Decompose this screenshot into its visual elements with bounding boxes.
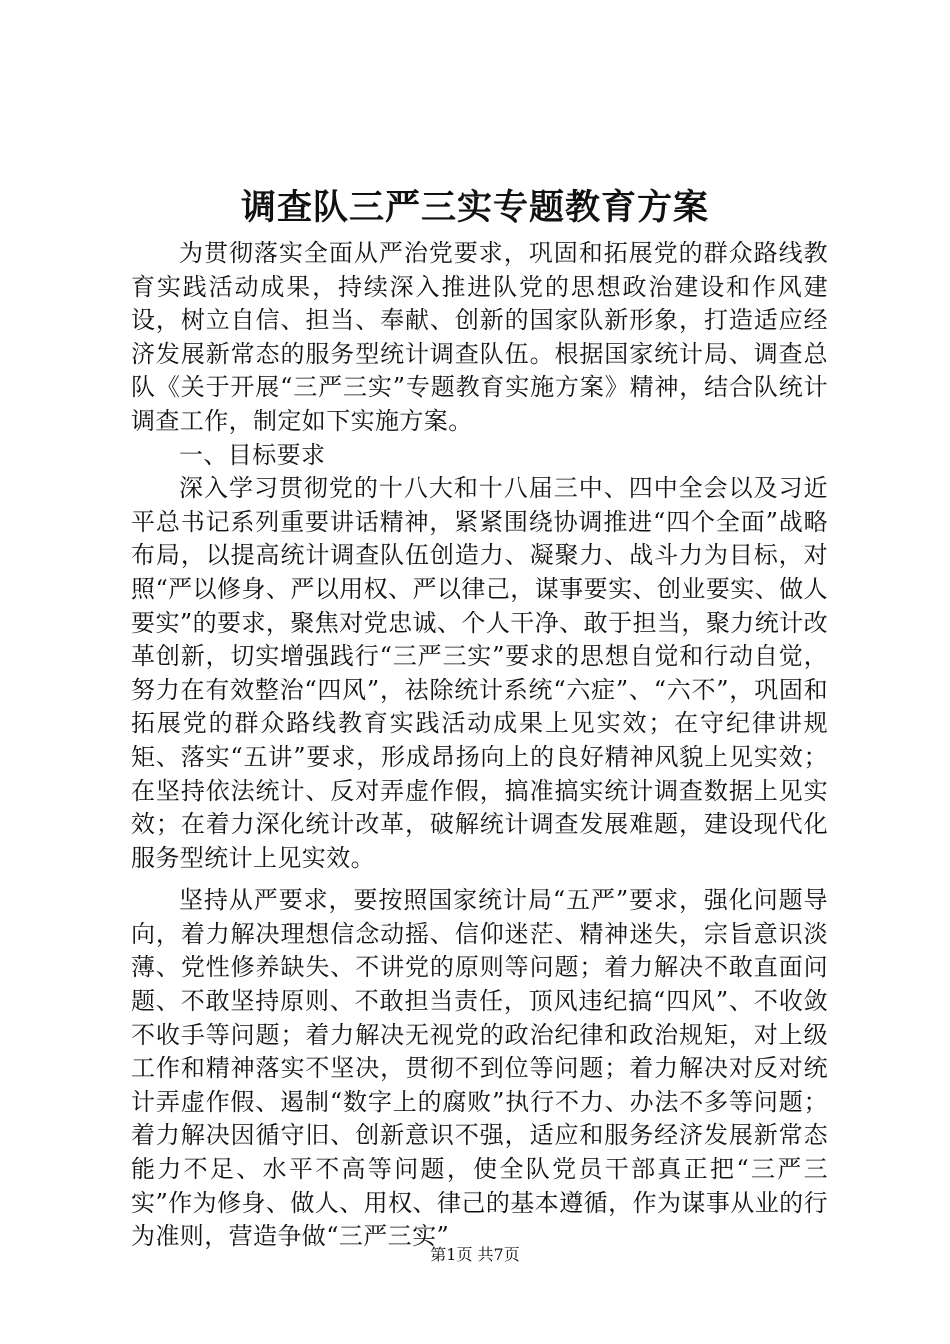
- goals-paragraph: 深入学习贯彻党的十八大和十八届三中、四中全会以及习近平总书记系列重要讲话精神，紧紧围绕协调推进“四个全面”战略布局，以提高统计调查队伍创造力、凝聚力、战斗力为目标，对照“严以修身、严以用权、严以律己，谋事要实、创业要实、做人要实”的要求，聚焦对党忠诚、个人干净、敢于担当，聚力统计改革创新，切实增强践行“三严三实”要求的思想自觉和行动自觉，努力在有效整治“四风”，祛除统计系统“六症”、“六不”，巩固和拓展党的群众路线教育实践活动成果上见实效；在守纪律讲规矩、落实“五讲”要求，形成昂扬向上的良好精神风貌上见实效；在坚持依法统计、反对弄虚作假，搞准搞实统计调查数据上见实效；在着力深化统计改革，破解统计调查发展难题，建设现代化服务型统计上见实效。: [131, 474, 828, 872]
- page-footer: 第1页 共7页: [430, 1245, 520, 1264]
- document-body: [131, 237, 828, 1254]
- intro-paragraph: 为贯彻落实全面从严治党要求，巩固和拓展党的群众路线教育实践活动成果，持续深入推进队党的思想政治建设和作风建设，树立自信、担当、奉献、创新的国家队新形象，打造适应经济发展新常态的服务型统计调查队伍。根据国家统计局、调查总队《关于开展“三严三实”专题教育实施方案》精神，结合队统计调查工作，制定如下实施方案。: [131, 239, 828, 435]
- strict-requirements-paragraph: 坚持从严要求，要按照国家统计局“五严”要求，强化问题导向，着力解决理想信念动摇、信仰迷茫、精神迷失，宗旨意识淡薄、党性修养缺失、不讲党的原则等问题；着力解决不敢直面问题、不敢坚持原则、不敢担当责任，顶风违纪搞“四风”、不收敛不收手等问题；着力解决无视党的政治纪律和政治规矩，对上级工作和精神落实不坚决，贯彻不到位等问题；着力解决对反对统计弄虚作假、遏制“数字上的腐败”执行不力、办法不多等问题；着力解决因循守旧、创新意识不强，适应和服务经济发展新常态能力不足、水平不高等问题，使全队党员干部真正把“三严三实”作为修身、做人、用权、律己的基本遵循，作为谋事从业的行为准则，营造争做“三严三实”: [131, 886, 828, 1251]
- document-title: 调查队三严三实专题教育方案: [240, 188, 709, 228]
- section-heading-goals: 一、目标要求: [179, 440, 326, 469]
